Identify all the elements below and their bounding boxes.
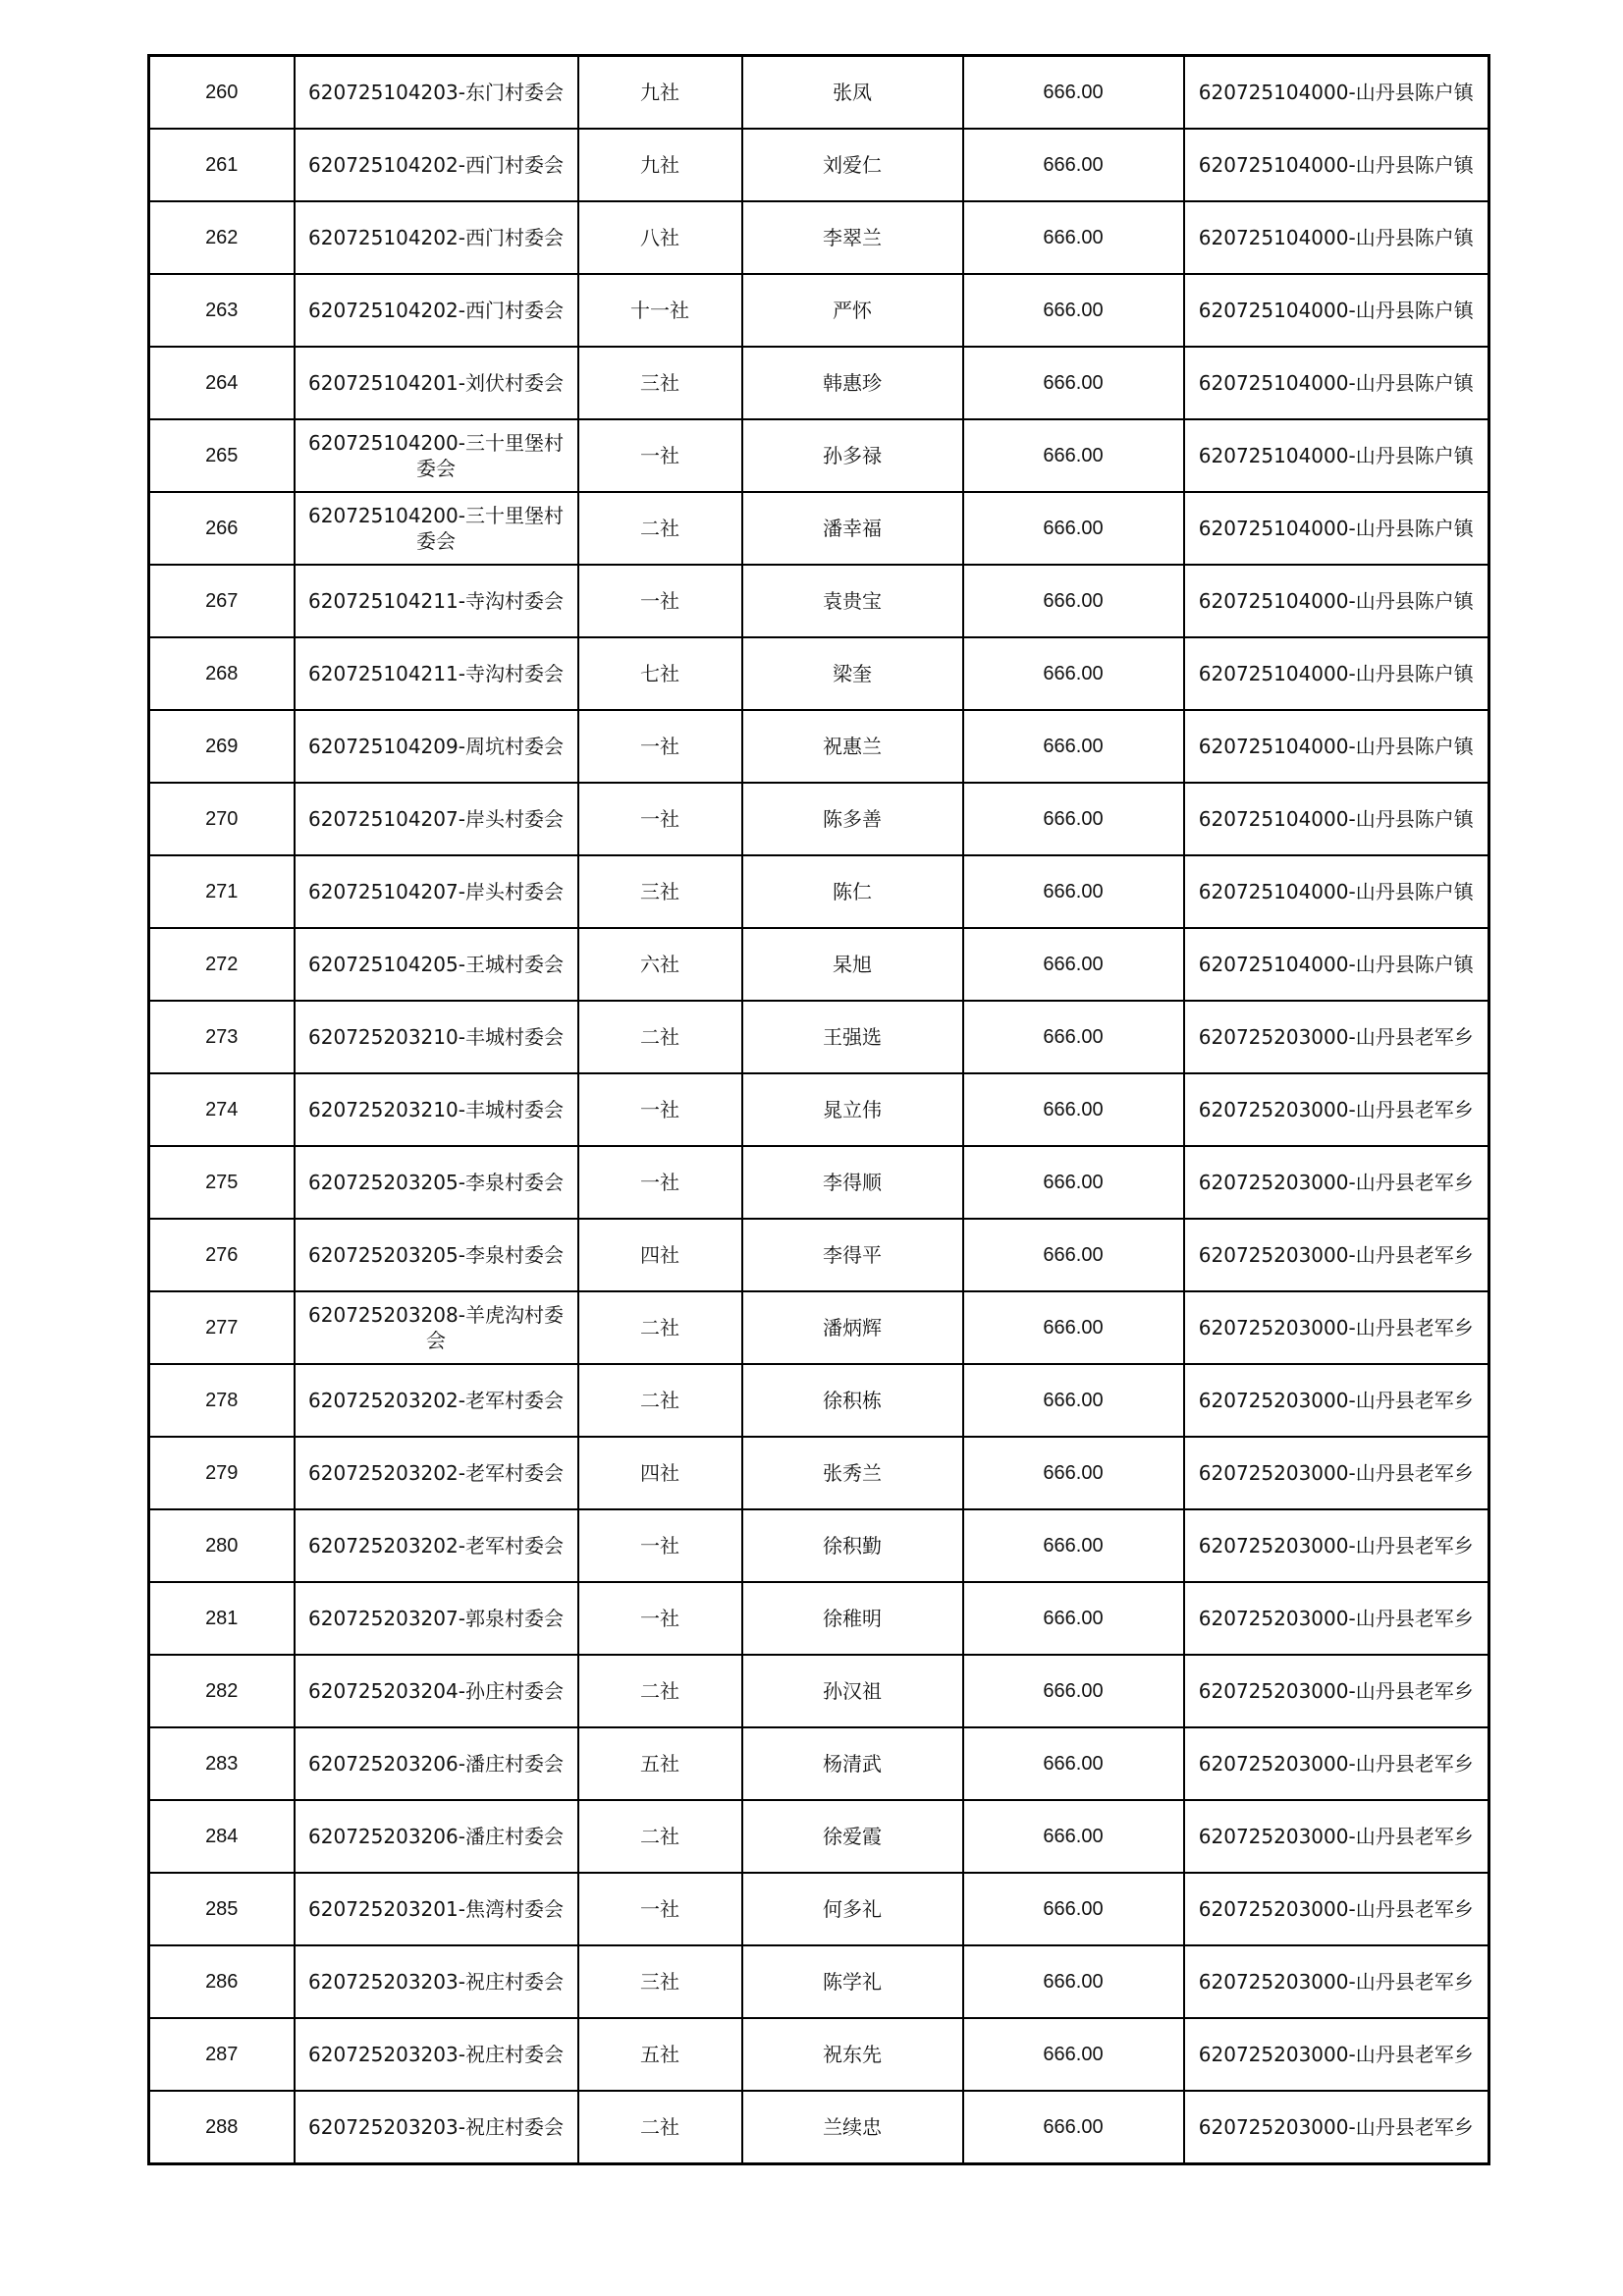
cell-index: 285 [149,1873,295,1945]
cell-index: 273 [149,1001,295,1073]
cell-amount: 666.00 [963,1146,1184,1219]
table-row [149,1945,1489,2018]
cell-amount: 666.00 [963,274,1184,347]
table-row [149,1073,1489,1146]
cell-town: 620725203000-山丹县老军乡 [1184,1509,1489,1582]
table-row [149,1146,1489,1219]
cell-index: 270 [149,783,295,855]
cell-amount: 666.00 [963,347,1184,419]
cell-town: 620725203000-山丹县老军乡 [1184,1655,1489,1727]
cell-village: 620725104202-西门村委会 [295,201,578,274]
cell-amount: 666.00 [963,1873,1184,1945]
cell-amount: 666.00 [963,1073,1184,1146]
cell-index: 260 [149,56,295,130]
cell-town: 620725203000-山丹县老军乡 [1184,1800,1489,1873]
cell-village: 620725104201-刘伏村委会 [295,347,578,419]
table-row [149,347,1489,419]
cell-village: 620725104211-寺沟村委会 [295,565,578,637]
table-row [149,1291,1489,1364]
cell-person-name: 祝东先 [742,2018,963,2091]
cell-group: 七社 [578,637,742,710]
cell-village: 620725203203-祝庄村委会 [295,2091,578,2164]
cell-index: 277 [149,1291,295,1364]
cell-index: 263 [149,274,295,347]
cell-town: 620725104000-山丹县陈户镇 [1184,56,1489,130]
cell-group: 二社 [578,1655,742,1727]
cell-amount: 666.00 [963,2018,1184,2091]
cell-village: 620725104205-王城村委会 [295,928,578,1001]
cell-person-name: 李得平 [742,1219,963,1291]
table-row [149,1582,1489,1655]
table-row [149,274,1489,347]
cell-index: 286 [149,1945,295,2018]
cell-person-name: 杲旭 [742,928,963,1001]
cell-group: 二社 [578,1800,742,1873]
cell-town: 620725104000-山丹县陈户镇 [1184,347,1489,419]
cell-index: 278 [149,1364,295,1437]
cell-group: 五社 [578,1727,742,1800]
cell-village: 620725203205-李泉村委会 [295,1219,578,1291]
cell-index: 280 [149,1509,295,1582]
cell-village: 620725203202-老军村委会 [295,1437,578,1509]
table-row [149,855,1489,928]
table-row [149,1873,1489,1945]
cell-group: 一社 [578,1582,742,1655]
cell-town: 620725203000-山丹县老军乡 [1184,1364,1489,1437]
cell-town: 620725203000-山丹县老军乡 [1184,1727,1489,1800]
cell-amount: 666.00 [963,201,1184,274]
cell-index: 282 [149,1655,295,1727]
cell-village: 620725203202-老军村委会 [295,1364,578,1437]
cell-village: 620725104207-岸头村委会 [295,855,578,928]
table-row [149,565,1489,637]
cell-village: 620725104200-三十里堡村委会 [295,419,578,492]
cell-person-name: 孙多禄 [742,419,963,492]
cell-person-name: 徐积栋 [742,1364,963,1437]
cell-village: 620725203204-孙庄村委会 [295,1655,578,1727]
cell-person-name: 李得顺 [742,1146,963,1219]
cell-amount: 666.00 [963,1364,1184,1437]
table-row [149,783,1489,855]
cell-amount: 666.00 [963,565,1184,637]
cell-group: 八社 [578,201,742,274]
cell-amount: 666.00 [963,1219,1184,1291]
cell-amount: 666.00 [963,2091,1184,2164]
cell-group: 四社 [578,1219,742,1291]
cell-amount: 666.00 [963,129,1184,201]
cell-village: 620725203203-祝庄村委会 [295,2018,578,2091]
cell-person-name: 张秀兰 [742,1437,963,1509]
cell-village: 620725104209-周坑村委会 [295,710,578,783]
cell-town: 620725203000-山丹县老军乡 [1184,2018,1489,2091]
cell-group: 二社 [578,1364,742,1437]
cell-index: 262 [149,201,295,274]
table-row [149,1727,1489,1800]
cell-person-name: 王强选 [742,1001,963,1073]
cell-village: 620725203206-潘庄村委会 [295,1800,578,1873]
cell-group: 一社 [578,783,742,855]
cell-index: 267 [149,565,295,637]
table-row [149,1655,1489,1727]
cell-village: 620725203207-郭泉村委会 [295,1582,578,1655]
cell-town: 620725203000-山丹县老军乡 [1184,1001,1489,1073]
cell-village: 620725203202-老军村委会 [295,1509,578,1582]
table-row [149,56,1489,130]
cell-group: 六社 [578,928,742,1001]
cell-village: 620725203208-羊虎沟村委会 [295,1291,578,1364]
cell-town: 620725104000-山丹县陈户镇 [1184,710,1489,783]
table-body [149,56,1489,2164]
cell-town: 620725104000-山丹县陈户镇 [1184,201,1489,274]
cell-index: 266 [149,492,295,565]
cell-person-name: 晁立伟 [742,1073,963,1146]
cell-group: 一社 [578,1073,742,1146]
table-row [149,2091,1489,2164]
cell-group: 三社 [578,855,742,928]
cell-village: 620725203201-焦湾村委会 [295,1873,578,1945]
cell-index: 287 [149,2018,295,2091]
table-row [149,928,1489,1001]
cell-village: 620725203210-丰城村委会 [295,1001,578,1073]
cell-village: 620725203205-李泉村委会 [295,1146,578,1219]
table-row [149,492,1489,565]
cell-group: 二社 [578,1001,742,1073]
table-row [149,1800,1489,1873]
cell-village: 620725203203-祝庄村委会 [295,1945,578,2018]
cell-amount: 666.00 [963,637,1184,710]
cell-person-name: 何多礼 [742,1873,963,1945]
cell-person-name: 陈多善 [742,783,963,855]
cell-person-name: 徐爱霞 [742,1800,963,1873]
cell-index: 265 [149,419,295,492]
cell-town: 620725104000-山丹县陈户镇 [1184,129,1489,201]
cell-group: 三社 [578,347,742,419]
cell-group: 一社 [578,1146,742,1219]
cell-amount: 666.00 [963,1291,1184,1364]
table-row [149,2018,1489,2091]
cell-group: 五社 [578,2018,742,2091]
cell-index: 269 [149,710,295,783]
cell-person-name: 徐稚明 [742,1582,963,1655]
cell-amount: 666.00 [963,710,1184,783]
table-row [149,637,1489,710]
cell-index: 264 [149,347,295,419]
cell-index: 281 [149,1582,295,1655]
cell-index: 283 [149,1727,295,1800]
cell-village: 620725203210-丰城村委会 [295,1073,578,1146]
cell-amount: 666.00 [963,1727,1184,1800]
cell-group: 二社 [578,492,742,565]
cell-group: 二社 [578,2091,742,2164]
cell-index: 279 [149,1437,295,1509]
cell-amount: 666.00 [963,783,1184,855]
cell-town: 620725104000-山丹县陈户镇 [1184,855,1489,928]
cell-index: 272 [149,928,295,1001]
cell-amount: 666.00 [963,1437,1184,1509]
cell-amount: 666.00 [963,419,1184,492]
cell-town: 620725104000-山丹县陈户镇 [1184,565,1489,637]
table-row [149,201,1489,274]
cell-town: 620725104000-山丹县陈户镇 [1184,783,1489,855]
cell-index: 288 [149,2091,295,2164]
cell-group: 二社 [578,1291,742,1364]
cell-person-name: 徐积勤 [742,1509,963,1582]
cell-town: 620725203000-山丹县老军乡 [1184,1219,1489,1291]
cell-village: 620725104211-寺沟村委会 [295,637,578,710]
cell-person-name: 杨清武 [742,1727,963,1800]
cell-amount: 666.00 [963,928,1184,1001]
cell-group: 一社 [578,565,742,637]
cell-town: 620725203000-山丹县老军乡 [1184,1073,1489,1146]
cell-amount: 666.00 [963,1001,1184,1073]
cell-group: 三社 [578,1945,742,2018]
cell-town: 620725203000-山丹县老军乡 [1184,2091,1489,2164]
cell-person-name: 梁奎 [742,637,963,710]
table-row [149,1509,1489,1582]
cell-group: 一社 [578,1873,742,1945]
cell-person-name: 刘爱仁 [742,129,963,201]
cell-person-name: 孙汉祖 [742,1655,963,1727]
cell-town: 620725203000-山丹县老军乡 [1184,1945,1489,2018]
cell-town: 620725104000-山丹县陈户镇 [1184,419,1489,492]
cell-town: 620725203000-山丹县老军乡 [1184,1873,1489,1945]
cell-person-name: 祝惠兰 [742,710,963,783]
cell-amount: 666.00 [963,1800,1184,1873]
cell-village: 620725104202-西门村委会 [295,274,578,347]
cell-person-name: 张凤 [742,56,963,130]
cell-person-name: 潘炳辉 [742,1291,963,1364]
cell-group: 一社 [578,710,742,783]
table-row [149,1437,1489,1509]
cell-group: 一社 [578,419,742,492]
cell-town: 620725203000-山丹县老军乡 [1184,1437,1489,1509]
cell-amount: 666.00 [963,1655,1184,1727]
cell-person-name: 李翠兰 [742,201,963,274]
cell-town: 620725104000-山丹县陈户镇 [1184,492,1489,565]
cell-group: 四社 [578,1437,742,1509]
table-row [149,1364,1489,1437]
cell-group: 九社 [578,56,742,130]
cell-town: 620725104000-山丹县陈户镇 [1184,637,1489,710]
cell-village: 620725104200-三十里堡村委会 [295,492,578,565]
cell-group: 一社 [578,1509,742,1582]
table-row [149,1219,1489,1291]
cell-index: 284 [149,1800,295,1873]
table-row [149,710,1489,783]
cell-person-name: 陈仁 [742,855,963,928]
cell-village: 620725104202-西门村委会 [295,129,578,201]
cell-index: 274 [149,1073,295,1146]
cell-amount: 666.00 [963,1509,1184,1582]
cell-village: 620725104203-东门村委会 [295,56,578,130]
cell-group: 十一社 [578,274,742,347]
cell-index: 275 [149,1146,295,1219]
cell-amount: 666.00 [963,855,1184,928]
table-row [149,1001,1489,1073]
cell-town: 620725203000-山丹县老军乡 [1184,1146,1489,1219]
table-row [149,419,1489,492]
cell-group: 九社 [578,129,742,201]
subsidy-table [147,54,1490,2165]
cell-town: 620725203000-山丹县老军乡 [1184,1582,1489,1655]
cell-town: 620725203000-山丹县老军乡 [1184,1291,1489,1364]
cell-amount: 666.00 [963,56,1184,130]
cell-person-name: 兰续忠 [742,2091,963,2164]
cell-amount: 666.00 [963,492,1184,565]
table-row [149,129,1489,201]
cell-village: 620725203206-潘庄村委会 [295,1727,578,1800]
cell-index: 271 [149,855,295,928]
cell-person-name: 严怀 [742,274,963,347]
cell-index: 261 [149,129,295,201]
cell-person-name: 陈学礼 [742,1945,963,2018]
cell-person-name: 韩惠珍 [742,347,963,419]
cell-amount: 666.00 [963,1582,1184,1655]
cell-village: 620725104207-岸头村委会 [295,783,578,855]
cell-index: 268 [149,637,295,710]
cell-person-name: 潘幸福 [742,492,963,565]
cell-town: 620725104000-山丹县陈户镇 [1184,274,1489,347]
cell-amount: 666.00 [963,1945,1184,2018]
cell-index: 276 [149,1219,295,1291]
cell-town: 620725104000-山丹县陈户镇 [1184,928,1489,1001]
cell-person-name: 袁贵宝 [742,565,963,637]
